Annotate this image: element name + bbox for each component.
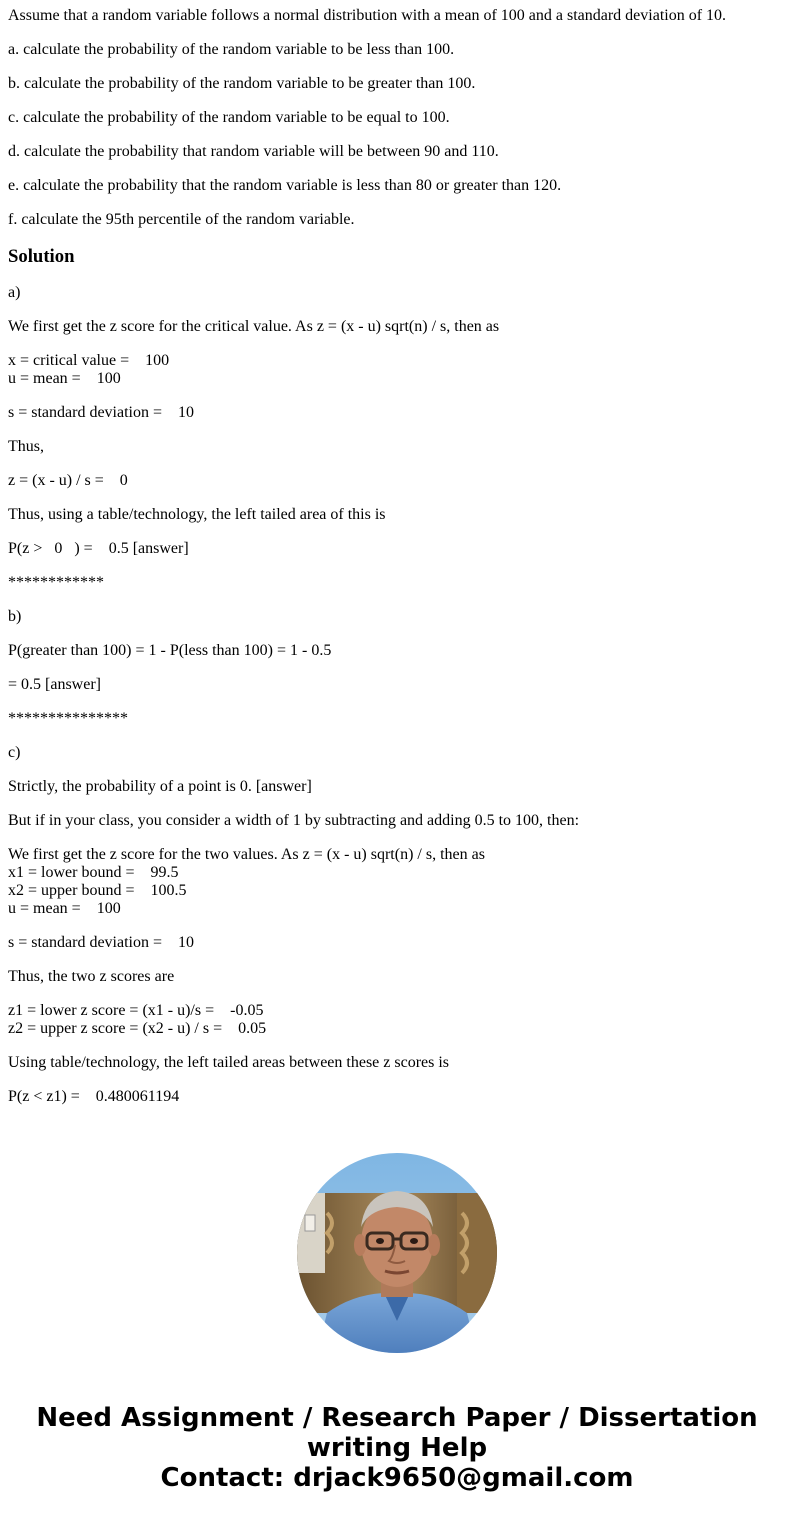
part-b-label: b) bbox=[8, 608, 22, 625]
promo-line-2: writing Help bbox=[306, 1433, 488, 1463]
promo-line-1: Need Assignment / Research Paper / Dissertation bbox=[36, 1403, 758, 1433]
part-a-s: s = standard deviation = 10 bbox=[8, 404, 195, 421]
part-a-answer: P(z > 0 ) = 0.5 [answer] bbox=[8, 540, 189, 557]
question-part-a: a. calculate the probability of the random variable to be less than 100. bbox=[8, 41, 455, 58]
part-c-strict: Strictly, the probability of a point is 0. [answer] bbox=[8, 778, 312, 795]
question-part-c: c. calculate the probability of the random variable to be equal to 100. bbox=[8, 109, 450, 126]
part-a-x: x = critical value = 100 bbox=[8, 352, 170, 369]
part-a-u: u = mean = 100 bbox=[8, 370, 121, 387]
part-c-x2: x2 = upper bound = 100.5 bbox=[8, 882, 187, 899]
avatar-photo bbox=[297, 1153, 497, 1353]
part-c-z1: z1 = lower z score = (x1 - u)/s = -0.05 bbox=[8, 1002, 264, 1019]
part-a-z: z = (x - u) / s = 0 bbox=[8, 472, 128, 489]
part-c-z2: z2 = upper z score = (x2 - u) / s = 0.05 bbox=[8, 1020, 267, 1037]
question-part-b: b. calculate the probability of the random variable to be greater than 100. bbox=[8, 75, 476, 92]
part-b-calc: P(greater than 100) = 1 - P(less than 100) = 1 - 0.5 bbox=[8, 642, 332, 659]
question-part-d: d. calculate the probability that random variable will be between 90 and 110. bbox=[8, 143, 499, 160]
part-a-thus: Thus, bbox=[8, 438, 44, 455]
part-c-intro: We first get the z score for the two values. As z = (x - u) sqrt(n) / s, then as bbox=[8, 846, 485, 863]
promo-banner bbox=[0, 1403, 794, 1493]
part-c-u: u = mean = 100 bbox=[8, 900, 121, 917]
part-b-answer: = 0.5 [answer] bbox=[8, 676, 101, 693]
part-c-thus: Thus, the two z scores are bbox=[8, 968, 175, 985]
part-c-values bbox=[8, 846, 788, 918]
question-part-e: e. calculate the probability that the random variable is less than 80 or greater than 120. bbox=[8, 177, 562, 194]
document-body bbox=[8, 0, 788, 1122]
part-c-label: c) bbox=[8, 744, 21, 761]
part-c-s: s = standard deviation = 10 bbox=[8, 934, 195, 951]
part-c-x1: x1 = lower bound = 99.5 bbox=[8, 864, 179, 881]
avatar bbox=[297, 1153, 497, 1353]
part-a-label: a) bbox=[8, 284, 21, 301]
question-part-f: f. calculate the 95th percentile of the random variable. bbox=[8, 211, 355, 228]
part-c-z-scores bbox=[8, 1002, 788, 1038]
question-intro: Assume that a random variable follows a normal distribution with a mean of 100 and a standard deviation of 10. bbox=[8, 7, 727, 24]
separator: *************** bbox=[8, 710, 128, 727]
part-c-pz1: P(z < z1) = 0.480061194 bbox=[8, 1088, 180, 1105]
part-a-table: Thus, using a table/technology, the left tailed area of this is bbox=[8, 506, 386, 523]
part-c-class: But if in your class, you consider a width of 1 by subtracting and adding 0.5 to 100, then: bbox=[8, 812, 580, 829]
promo-contact: Contact: drjack9650@gmail.com bbox=[160, 1463, 634, 1493]
separator: ************ bbox=[8, 574, 104, 591]
part-a-intro: We first get the z score for the critical value. As z = (x - u) sqrt(n) / s, then as bbox=[8, 318, 500, 335]
part-c-using: Using table/technology, the left tailed areas between these z scores is bbox=[8, 1054, 450, 1071]
solution-heading: Solution bbox=[8, 246, 75, 267]
part-a-values bbox=[8, 352, 788, 388]
